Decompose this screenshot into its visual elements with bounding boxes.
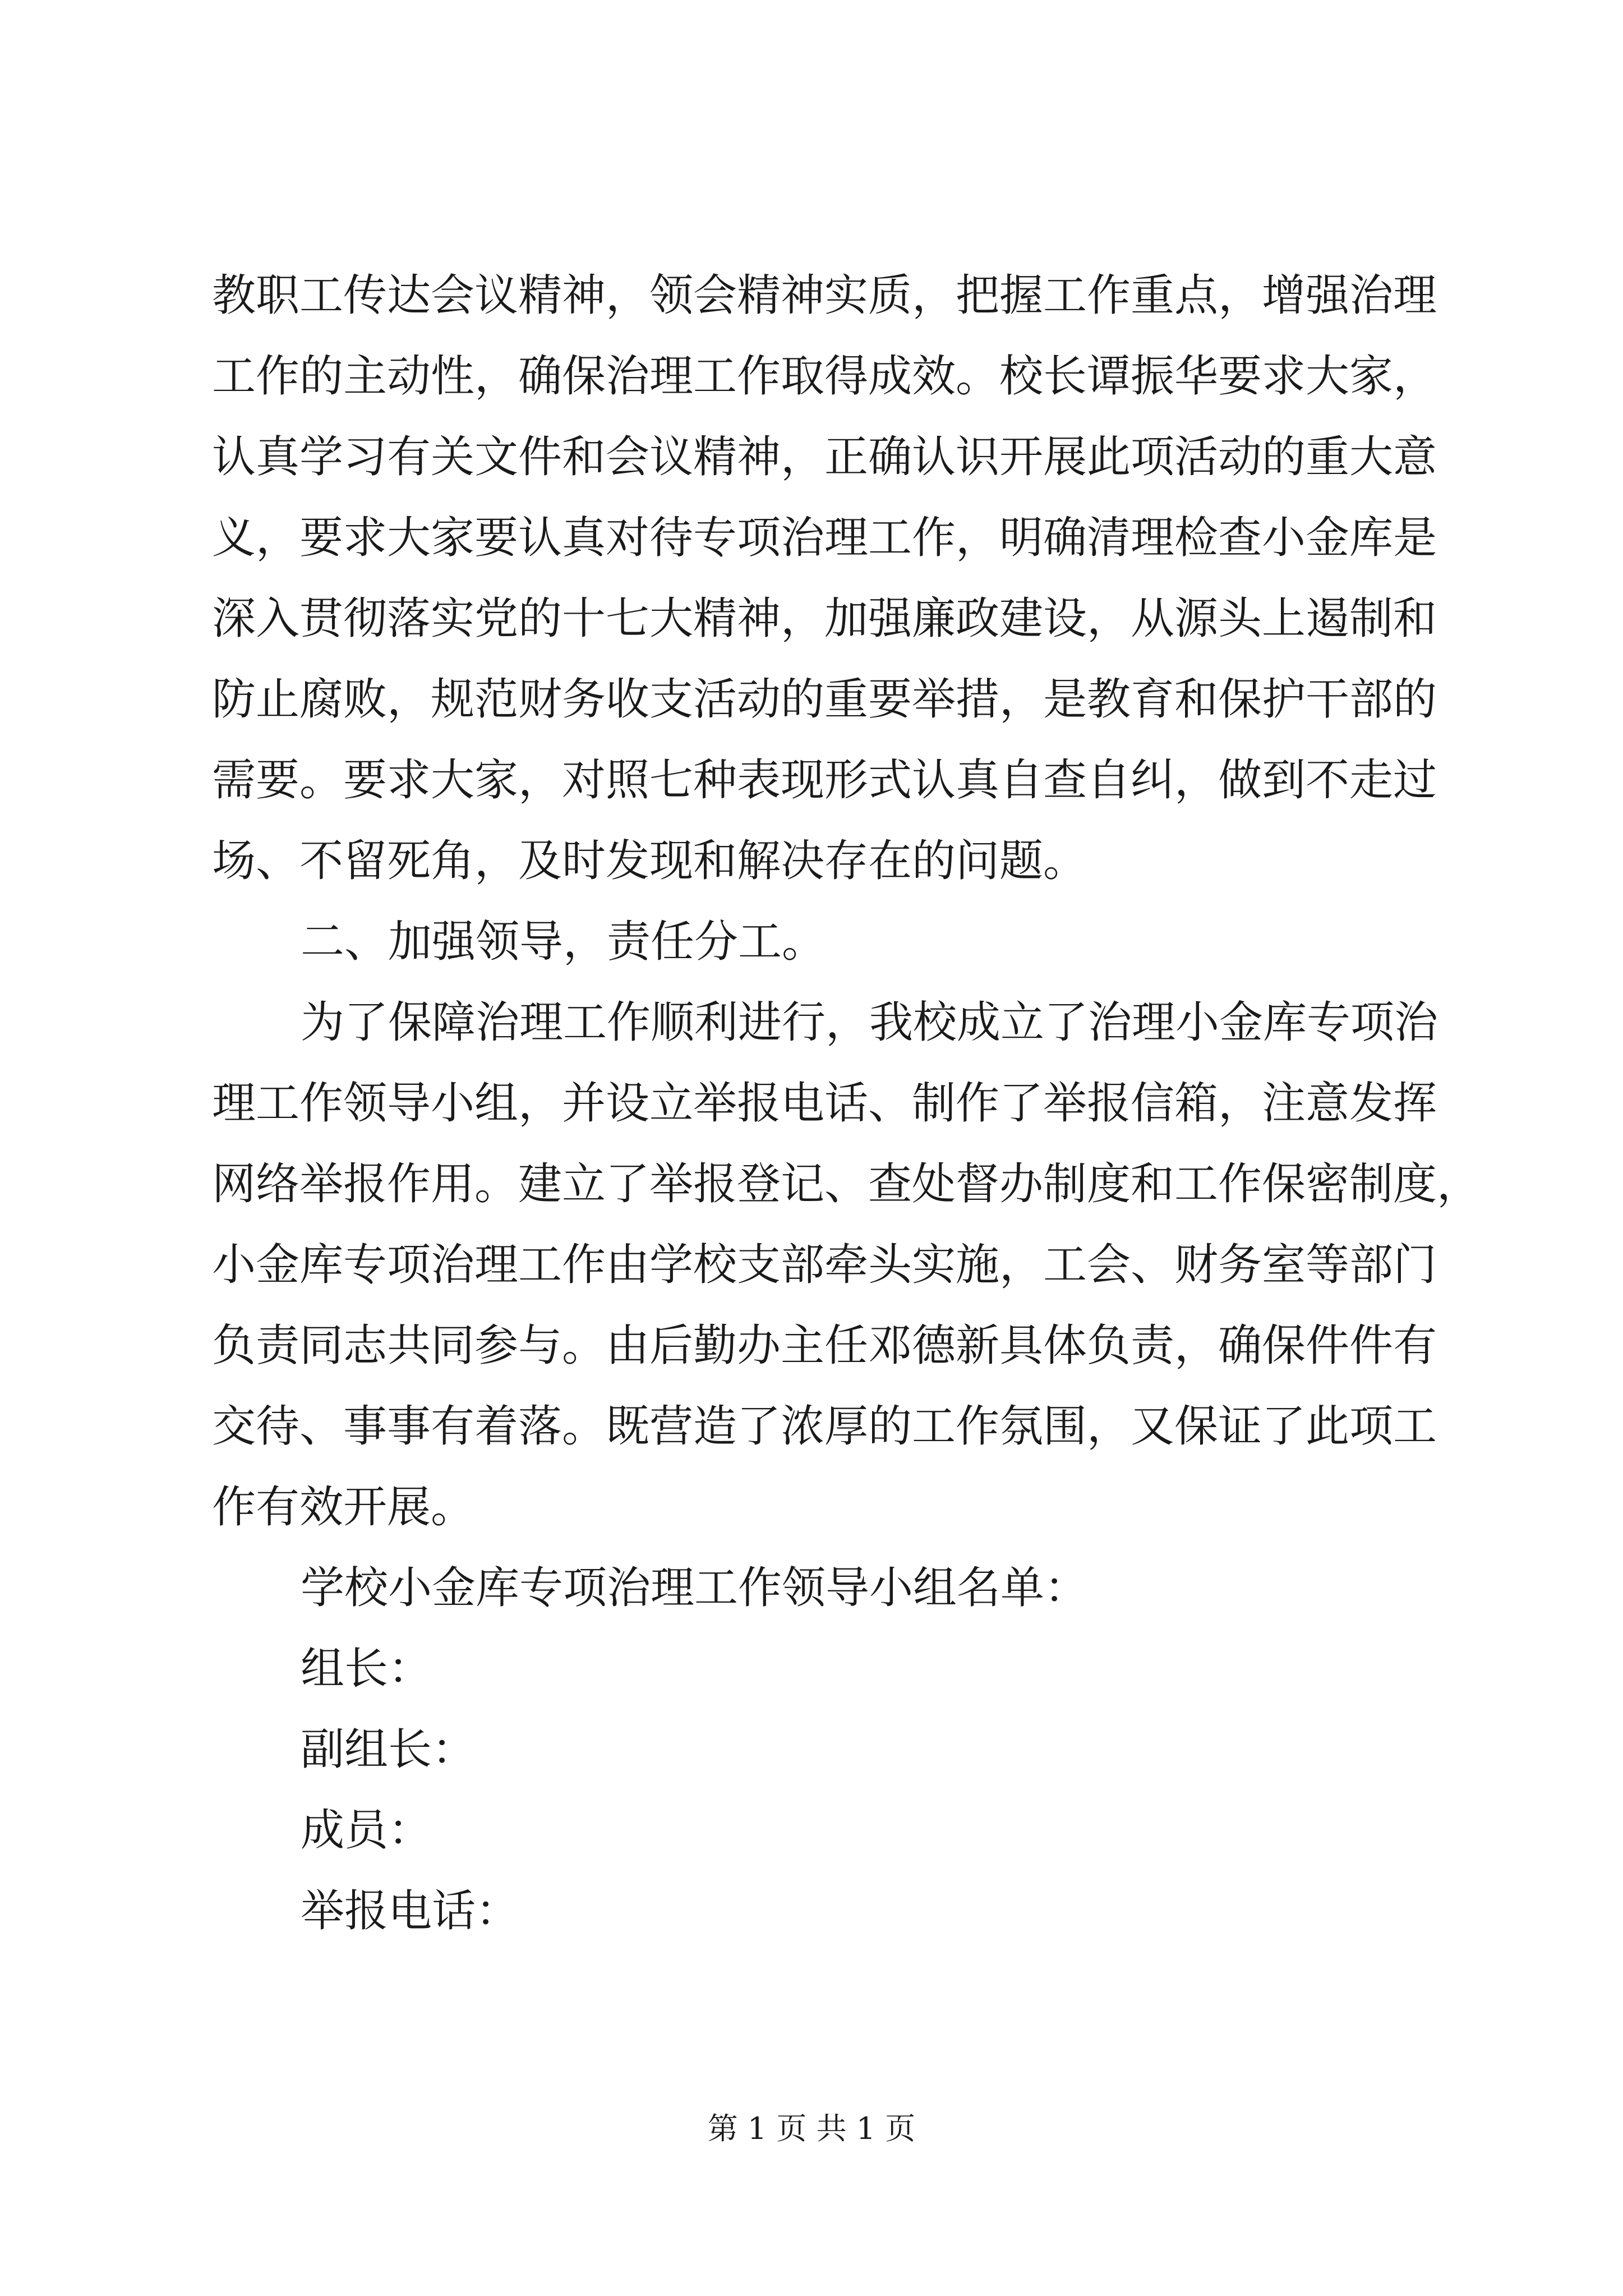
paragraph-line: 负责同志共同参与。由后勤办主任邓德新具体负责，确保件件有 bbox=[212, 1320, 1437, 1371]
page-footer: 第 1 页 共 1 页 bbox=[707, 2111, 916, 2146]
paragraph-line: 深入贯彻落实党的十七大精神，加强廉政建设，从源头上遏制和 bbox=[212, 593, 1437, 644]
list-item-deputy-leader: 副组长： bbox=[301, 1724, 476, 1775]
paragraph-line: 义，要求大家要认真对待专项治理工作，明确清理检查小金库是 bbox=[212, 513, 1437, 563]
paragraph-line: 作有效开展。 bbox=[212, 1482, 475, 1533]
list-title: 学校小金库专项治理工作领导小组名单： bbox=[301, 1563, 1089, 1613]
section-heading: 二、加强领导，责任分工。 bbox=[301, 917, 826, 967]
paragraph-line: 网络举报作用。建立了举报登记、查处督办制度和工作保密制度， bbox=[212, 1159, 1481, 1209]
paragraph-line: 教职工传达会议精神，领会精神实质，把握工作重点，增强治理 bbox=[212, 270, 1437, 321]
paragraph-line: 为了保障治理工作顺利进行，我校成立了治理小金库专项治 bbox=[301, 997, 1438, 1048]
list-item-members: 成员： bbox=[301, 1805, 432, 1856]
paragraph-line: 防止腐败，规范财务收支活动的重要举措，是教育和保护干部的 bbox=[212, 674, 1437, 725]
paragraph-line: 认真学习有关文件和会议精神，正确认识开展此项活动的重大意 bbox=[212, 432, 1437, 482]
paragraph-line: 工作的主动性，确保治理工作取得成效。校长谭振华要求大家， bbox=[212, 351, 1437, 402]
paragraph-line: 交待、事事有着落。既营造了浓厚的工作氛围，又保证了此项工 bbox=[212, 1401, 1437, 1452]
paragraph-line: 理工作领导小组，并设立举报电话、制作了举报信箱，注意发挥 bbox=[212, 1078, 1437, 1129]
list-item-leader: 组长： bbox=[301, 1644, 432, 1694]
list-item-report-phone: 举报电话： bbox=[301, 1886, 520, 1936]
paragraph-line: 小金库专项治理工作由学校支部牵头实施，工会、财务室等部门 bbox=[212, 1240, 1437, 1290]
document-body bbox=[212, 255, 1481, 1952]
paragraph-line: 需要。要求大家，对照七种表现形式认真自查自纠，做到不走过 bbox=[212, 755, 1437, 806]
paragraph-line: 场、不留死角，及时发现和解决存在的问题。 bbox=[212, 836, 1087, 886]
